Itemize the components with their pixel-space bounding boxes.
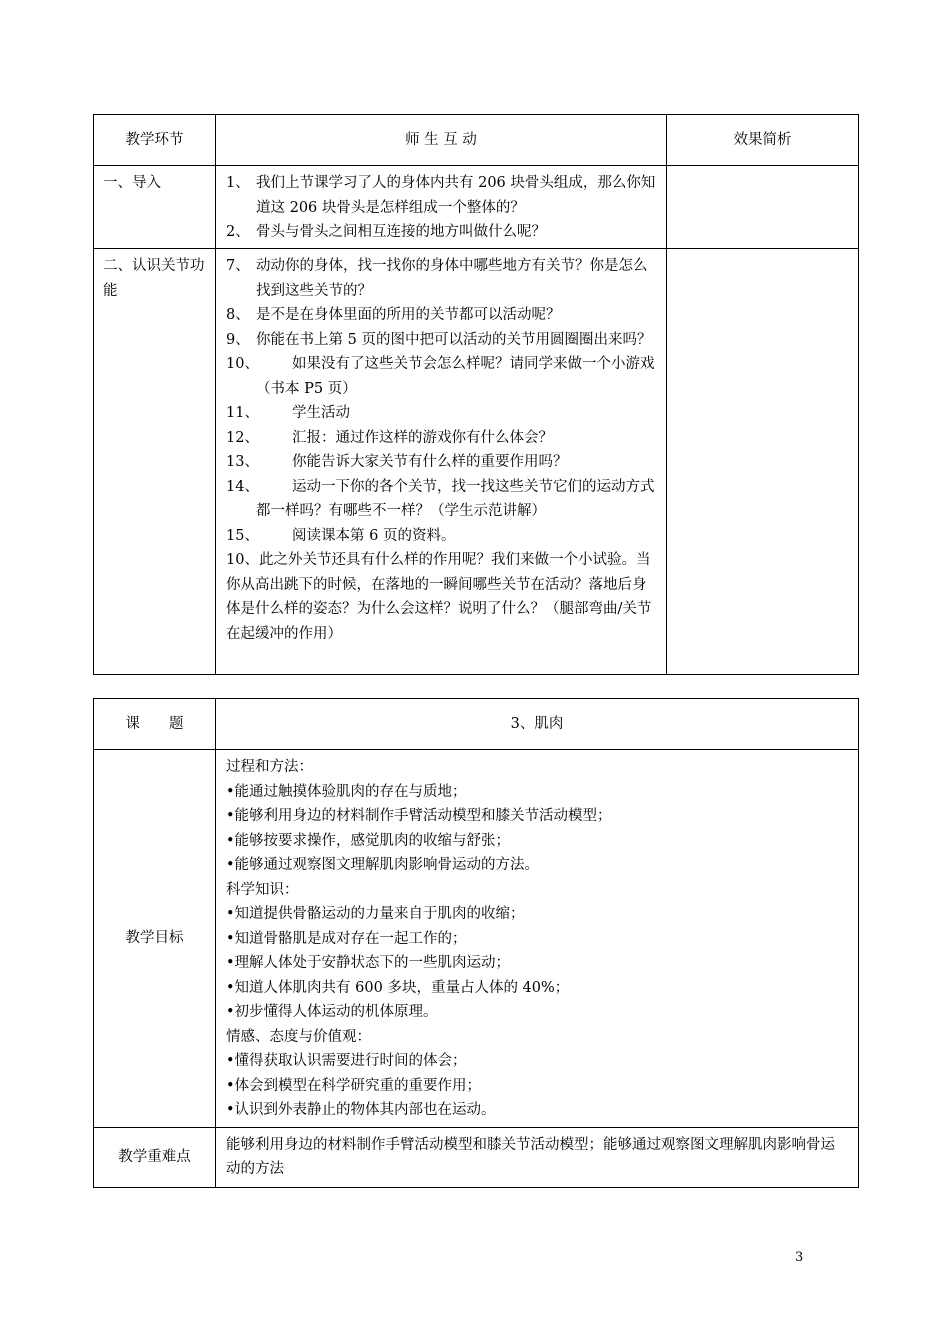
table-row <box>94 249 859 675</box>
table-row <box>94 166 859 249</box>
header-effect: 效果简析 <box>667 115 859 166</box>
lesson-info-table <box>93 698 859 1188</box>
focus-content: 能够利用身边的材料制作手臂活动模型和膝关节活动模型；能够通过观察图文理解肌肉影响骨运动的方法 <box>216 1127 859 1187</box>
goal-line: 过程和方法： <box>226 759 313 775</box>
goal-line: •体会到模型在科学研究重的重要作用； <box>226 1077 482 1094</box>
focus-row <box>94 1127 859 1187</box>
goals-label: 教学目标 <box>94 750 216 1128</box>
goal-line: 情感、态度与价值观： <box>226 1028 371 1045</box>
focus-label: 教学重难点 <box>94 1127 216 1187</box>
list-item: 2、 骨头与骨头之间相互连接的地方叫做什么呢？ <box>226 224 546 240</box>
goal-line: •能通过触摸体验肌肉的存在与质地； <box>226 783 467 800</box>
goals-row <box>94 750 859 1128</box>
topic-label: 课 题 <box>94 699 216 750</box>
topic-row <box>94 699 859 750</box>
lesson-process-table <box>93 114 859 675</box>
header-stage: 教学环节 <box>94 115 216 166</box>
stage-cell: 一、导入 <box>94 166 216 249</box>
goal-line: •知道骨骼肌是成对存在一起工作的； <box>226 930 467 947</box>
list-item: 10、 如果没有了这些关节会怎么样呢？请同学来做一个小游戏（书本 P5 页） <box>226 356 655 397</box>
list-item: 13、 你能告诉大家关节有什么样的重要作用吗？ <box>226 454 568 470</box>
list-item: 14、 运动一下你的各个关节，找一找这些关节它们的运动方式都一样吗？有哪些不一样？（学生示范讲解） <box>226 478 655 519</box>
effect-cell <box>667 166 859 249</box>
goal-line: •能够通过观察图文理解肌肉影响骨运动的方法。 <box>226 857 540 873</box>
list-item: 15、 阅读课本第 6 页的资料。 <box>226 527 456 544</box>
page-number: 3 <box>795 1250 804 1265</box>
goal-line: •能够利用身边的材料制作手臂活动模型和膝关节活动模型； <box>226 808 612 824</box>
header-interaction: 师 生 互 动 <box>216 115 667 166</box>
list-item: 1、 我们上节课学习了人的身体内共有 206 块骨头组成，那么你知道这 206 块骨头是怎样组成一个整体的？ <box>226 175 656 216</box>
goal-line: •理解人体处于安静状态下的一些肌肉运动； <box>226 955 511 971</box>
stage-cell: 二、认识关节功能 <box>94 249 216 675</box>
goal-line: •初步懂得人体运动的机体原理。 <box>226 1004 438 1020</box>
closing-paragraph: 10、此之外关节还具有什么样的作用呢？我们来做一个小试验。当你从高出跳下的时候，在落地的一瞬间哪些关节在活动？落地后身体是什么样的姿态？为什么会这样？说明了什么？（腿部弯曲/关节在起缓冲的作用） <box>226 552 652 642</box>
interaction-cell <box>216 249 667 675</box>
goal-line: •知道人体肌肉共有 600 多块，重量占人体的 40%； <box>226 979 570 996</box>
goal-line: •懂得获取认识需要进行时间的体会； <box>226 1053 467 1069</box>
list-item: 12、 汇报：通过作这样的游戏你有什么体会？ <box>226 429 553 446</box>
goal-line: •能够按要求操作，感觉肌肉的收缩与舒张； <box>226 832 511 849</box>
goal-line: •知道提供骨骼运动的力量来自于肌肉的收缩； <box>226 906 525 922</box>
goal-line: •认识到外表静止的物体其内部也在运动。 <box>226 1102 496 1118</box>
table-header-row <box>94 115 859 166</box>
list-item: 11、 学生活动 <box>226 405 350 421</box>
list-item: 7、 动动你的身体，找一找你的身体中哪些地方有关节？你是怎么找到这些关节的？ <box>226 258 648 299</box>
list-item: 8、 是不是在身体里面的所用的关节都可以活动呢？ <box>226 307 561 323</box>
effect-cell <box>667 249 859 675</box>
goal-line: 科学知识： <box>226 881 299 898</box>
list-item: 9、 你能在书上第 5 页的图中把可以活动的关节用圆圈圈出来吗？ <box>226 331 652 348</box>
topic-value: 3、肌肉 <box>216 699 859 750</box>
interaction-cell <box>216 166 667 249</box>
goals-content <box>216 750 859 1128</box>
